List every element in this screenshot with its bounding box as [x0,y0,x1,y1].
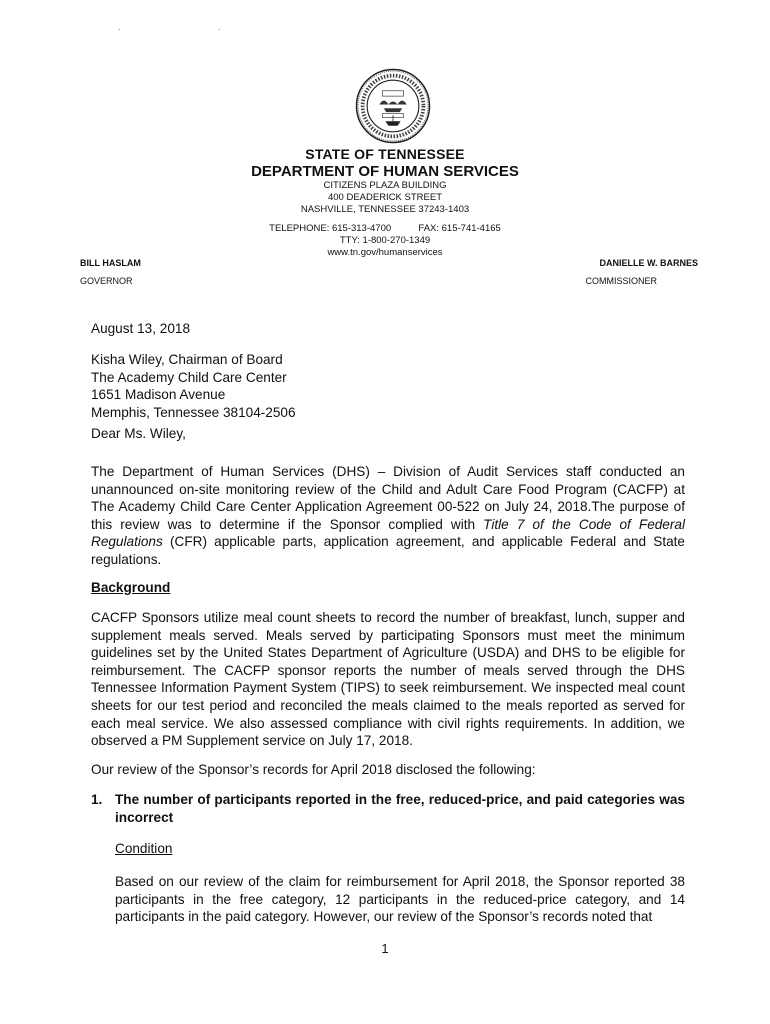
finding-number: 1. [91,792,103,807]
department-address [0,180,770,216]
fax: FAX: 615-741-4165 [418,223,501,234]
address-line: NASHVILLE, TENNESSEE 37243-1403 [300,204,470,215]
telephone: TELEPHONE: 615-313-4700 [269,223,392,234]
website-link[interactable]: www.tn.gov/humanservices [327,247,443,258]
scan-speck: . [118,22,121,32]
recipient-line: Memphis, Tennessee 38104-2506 [91,404,296,420]
salutation: Dear Ms. Wiley, [91,426,186,441]
commissioner-title: COMMISSIONER [585,276,657,286]
contact-info [0,223,770,259]
condition-heading: Condition [115,841,173,856]
address-line: CITIZENS PLAZA BUILDING [323,180,447,191]
department-name: DEPARTMENT OF HUMAN SERVICES [251,163,519,180]
page-number: 1 [381,941,389,956]
scan-speck: . [218,22,221,32]
recipient-address [91,351,685,421]
background-paragraph: CACFP Sponsors utilize meal count sheets to record the number of breakfast, lunch, supper and supplement meals served. Meals served by participating Sponsors must meet the minimum guidelines set by the United States Department of Agriculture (USDA) and DHS to be eligible for reimbursement. The CACFP sponsor reports the number of meals served through the DHS Tennessee Information Payment System (TIPS) to seek reimbursement. We inspected meal count sheets for our test period and reconciled the meals claimed to the meals reported as served for each meal service. We also assessed compliance with civil rights requirements. In addition, we observed a PM Supplement service on July 17, 2018. [91,610,685,749]
tty: TTY: 1-800-270-1349 [339,235,431,246]
tennessee-state-seal-icon [355,68,431,144]
governor-title: GOVERNOR [80,276,133,286]
cfr-title: Title 7 of the Code of Federal Regulations [91,516,685,550]
letter-date: August 13, 2018 [91,321,191,336]
state-name: STATE OF TENNESSEE [305,146,465,162]
address-line: 400 DEADERICK STREET [327,192,443,203]
commissioner-name: DANIELLE W. BARNES [599,258,698,268]
background-heading: Background [91,580,171,595]
recipient-line: The Academy Child Care Center [91,369,287,385]
recipient-line: 1651 Madison Avenue [91,387,226,403]
review-intro: Our review of the Sponsor’s records for April 2018 disclosed the following: [91,762,536,777]
governor-name: BILL HASLAM [80,258,141,268]
intro-text-end: (CFR) applicable parts, application agreement, and applicable Federal and State regulations. [91,534,685,567]
phone-fax-line [0,223,770,235]
finding-title: The number of participants reported in the free, reduced-price, and paid categories was incorrect [115,792,685,825]
intro-text: The Department of Human Services (DHS) – Division of Audit Services staff conducted an unannounced on-site monitoring review of the Child and Adult Care Food Program (CACFP) at The Academy Child Care Center Application Agreement 00-522 on July 24, 2018.The purpose of this review was to determine if the Sponsor complied with [91,464,685,532]
recipient-line: Kisha Wiley, Chairman of Board [91,352,283,367]
intro-paragraph [91,463,685,569]
condition-paragraph: Based on our review of the claim for reimbursement for April 2018, the Sponsor reported 38 participants in the free category, 12 participants in the reduced-price category, and 14 participants in the paid category. However, our review of the Sponsor’s records noted that [115,874,685,925]
